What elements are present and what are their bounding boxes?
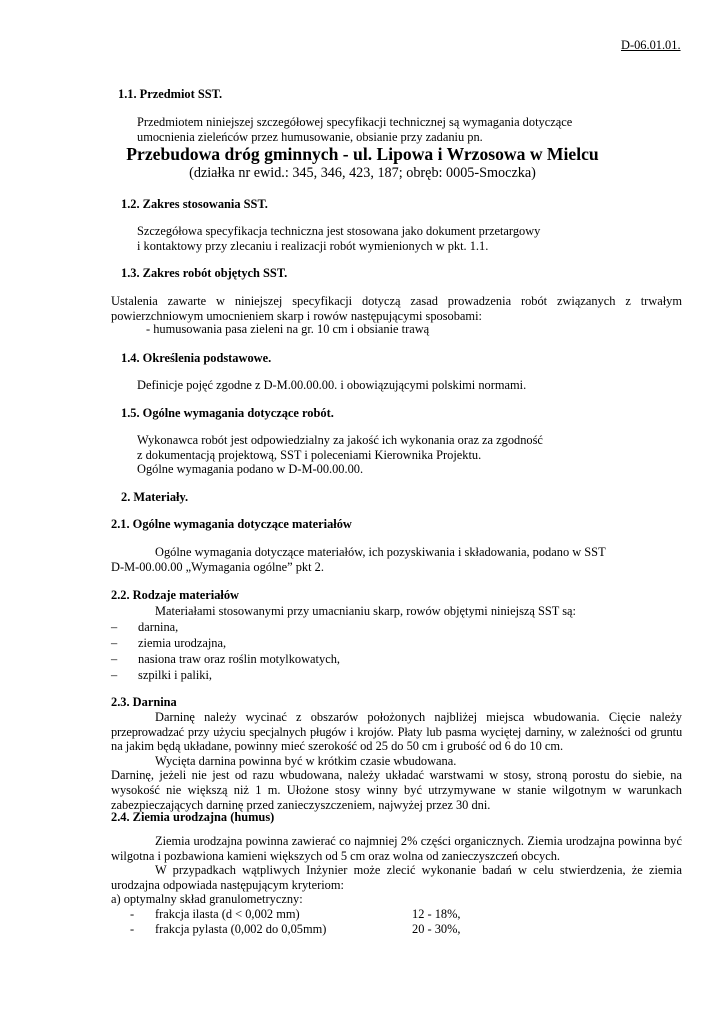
paragraph-2-4-line-3: W przypadkach wątpliwych Inżynier może zlecić wykonanie badań w celu stwierdzenia, że ziemia: [155, 863, 682, 878]
paragraph-2-4-line-2: wilgotna i pozbawiona kamieni większych od 5 cm oraz wolna od zanieczyszczeń obcych.: [111, 848, 560, 863]
heading-1-4: 1.4. Określenia podstawowe.: [121, 351, 272, 365]
paragraph-2-3-line-1: Darninę należy wycinać z obszarów położonych najbliżej miejsca wbudowania. Cięcie należy: [155, 710, 682, 724]
document-code: D-06.01.01.: [621, 38, 681, 52]
paragraph-2-3-line-3: na jakim będą układane, powinny mieć szerokość od 25 do 50 cm i grubość od 6 do 10 cm.: [111, 739, 564, 754]
list-bullet: –: [111, 652, 118, 666]
paragraph-2-1-line-2: D-M-00.00.00 „Wymagania ogólne” pkt 2.: [111, 560, 324, 574]
project-subtitle: (działka nr ewid.: 345, 346, 423, 187; obręb: 0005-Smoczka): [189, 165, 536, 181]
list-item: [111, 620, 511, 636]
paragraph-1-2-line-2: i kontaktowy przy zlecaniu i realizacji robót wymienionych w pkt. 1.1.: [137, 239, 489, 253]
paragraph-2-4: [111, 834, 682, 907]
paragraph-1-5-line-1: Wykonawca robót jest odpowiedzialny za jakość ich wykonania oraz za zgodność: [137, 433, 543, 447]
heading-1-5: 1.5. Ogólne wymagania dotyczące robót.: [121, 406, 334, 420]
materials-list: [111, 620, 511, 684]
row-dash: -: [130, 922, 135, 936]
paragraph-1-1-line-1: Przedmiotem niniejszej szczegółowej specyfikacji technicznej są wymagania dotyczące: [137, 115, 573, 129]
paragraph-2-3-line-6: wysokość nie większą niż 1 m. Ułożone stosy winny być utrzymywane w stanie wilgotnym w warunkach: [111, 782, 682, 797]
paragraph-1-3-line-1: Ustalenia zawarte w niniejszej specyfikacji dotyczą zasad prowadzenia robót związanych z trwałym: [111, 294, 682, 308]
granulometry-table: [111, 907, 511, 937]
paragraph-1-3-line-3: - humusowania pasa zieleni na gr. 10 cm i obsianie trawą: [146, 322, 430, 336]
row-label: frakcja pylasta (0,002 do 0,05mm): [155, 922, 327, 936]
row-value: 20 - 30%,: [412, 922, 461, 936]
project-title: Przebudowa dróg gminnych - ul. Lipowa i Wrzosowa w Mielcu: [126, 144, 599, 164]
paragraph-2-4-line-4: urodzajna odpowiada następującym kryteriom:: [111, 877, 344, 892]
paragraph-2-1-line-1: Ogólne wymagania dotyczące materiałów, ich pozyskiwania i składowania, podano w SST: [155, 545, 606, 559]
paragraph-2-3: [111, 710, 682, 812]
paragraph-2-4-line-5: a) optymalny skład granulometryczny:: [111, 892, 303, 907]
list-item-text: ziemia urodzajna,: [138, 636, 227, 650]
heading-2-2: 2.2. Rodzaje materiałów: [111, 588, 240, 602]
paragraph-1-3: [111, 294, 682, 323]
row-dash: -: [130, 907, 135, 921]
list-bullet: –: [111, 620, 118, 634]
paragraph-1-4: Definicje pojęć zgodne z D-M.00.00.00. i obowiązującymi polskimi normami.: [137, 378, 527, 392]
table-row: [111, 907, 511, 922]
paragraph-2-3-line-2: przeprowadzać przy użyciu specjalnych pługów i krojów. Płaty lub pasma wyciętej darniny, w zależności od gruntu: [111, 724, 682, 739]
paragraph-2-3-line-7: zabezpieczających darninę przed zanieczyszczeniem, najwyżej przez 30 dni.: [111, 797, 491, 812]
paragraph-1-5-line-2: z dokumentacją projektową, SST i poleceniami Kierownika Projektu.: [137, 448, 482, 462]
heading-1-2: 1.2. Zakres stosowania SST.: [121, 197, 268, 211]
row-label: frakcja ilasta (d < 0,002 mm): [155, 907, 300, 921]
list-item-text: nasiona traw oraz roślin motylkowatych,: [138, 652, 340, 666]
heading-2-3: 2.3. Darnina: [111, 695, 177, 709]
list-bullet: –: [111, 668, 118, 682]
list-bullet: –: [111, 636, 118, 650]
list-item-text: szpilki i paliki,: [138, 668, 212, 682]
paragraph-1-5-line-3: Ogólne wymagania podano w D-M-00.00.00.: [137, 462, 364, 476]
paragraph-2-4-line-1: Ziemia urodzajna powinna zawierać co najmniej 2% części organicznych. Ziemia urodzajna powinna być: [155, 834, 682, 848]
heading-1-1: 1.1. Przedmiot SST.: [118, 87, 223, 101]
list-item: [111, 668, 511, 684]
list-item-text: darnina,: [138, 620, 179, 634]
heading-2: 2. Materiały.: [121, 490, 189, 504]
row-value: 12 - 18%,: [412, 907, 461, 921]
paragraph-2-3-line-5: Darninę, jeżeli nie jest od razu wbudowana, należy układać warstwami w stosy, stroną porostu do siebie, na: [111, 768, 682, 783]
paragraph-1-1-line-2: umocnienia zieleńców przez humusowanie, obsianie przy zadaniu pn.: [137, 130, 483, 144]
paragraph-2-3-line-4: Wycięta darnina powinna być w krótkim czasie wbudowana.: [155, 753, 457, 768]
table-row: [111, 922, 511, 937]
heading-1-3: 1.3. Zakres robót objętych SST.: [121, 266, 288, 280]
heading-2-1: 2.1. Ogólne wymagania dotyczące materiałów: [111, 517, 352, 531]
heading-2-4: 2.4. Ziemia urodzajna (humus): [111, 810, 275, 824]
paragraph-1-3-line-2: powierzchniowym umocnieniem skarp i rowów następującymi sposobami:: [111, 308, 482, 323]
paragraph-1-2-line-1: Szczegółowa specyfikacja techniczna jest stosowana jako dokument przetargowy: [137, 224, 541, 238]
list-item: [111, 652, 511, 668]
paragraph-2-2-intro: Materiałami stosowanymi przy umacnianiu skarp, rowów objętymi niniejszą SST są:: [155, 604, 576, 618]
list-item: [111, 636, 511, 652]
